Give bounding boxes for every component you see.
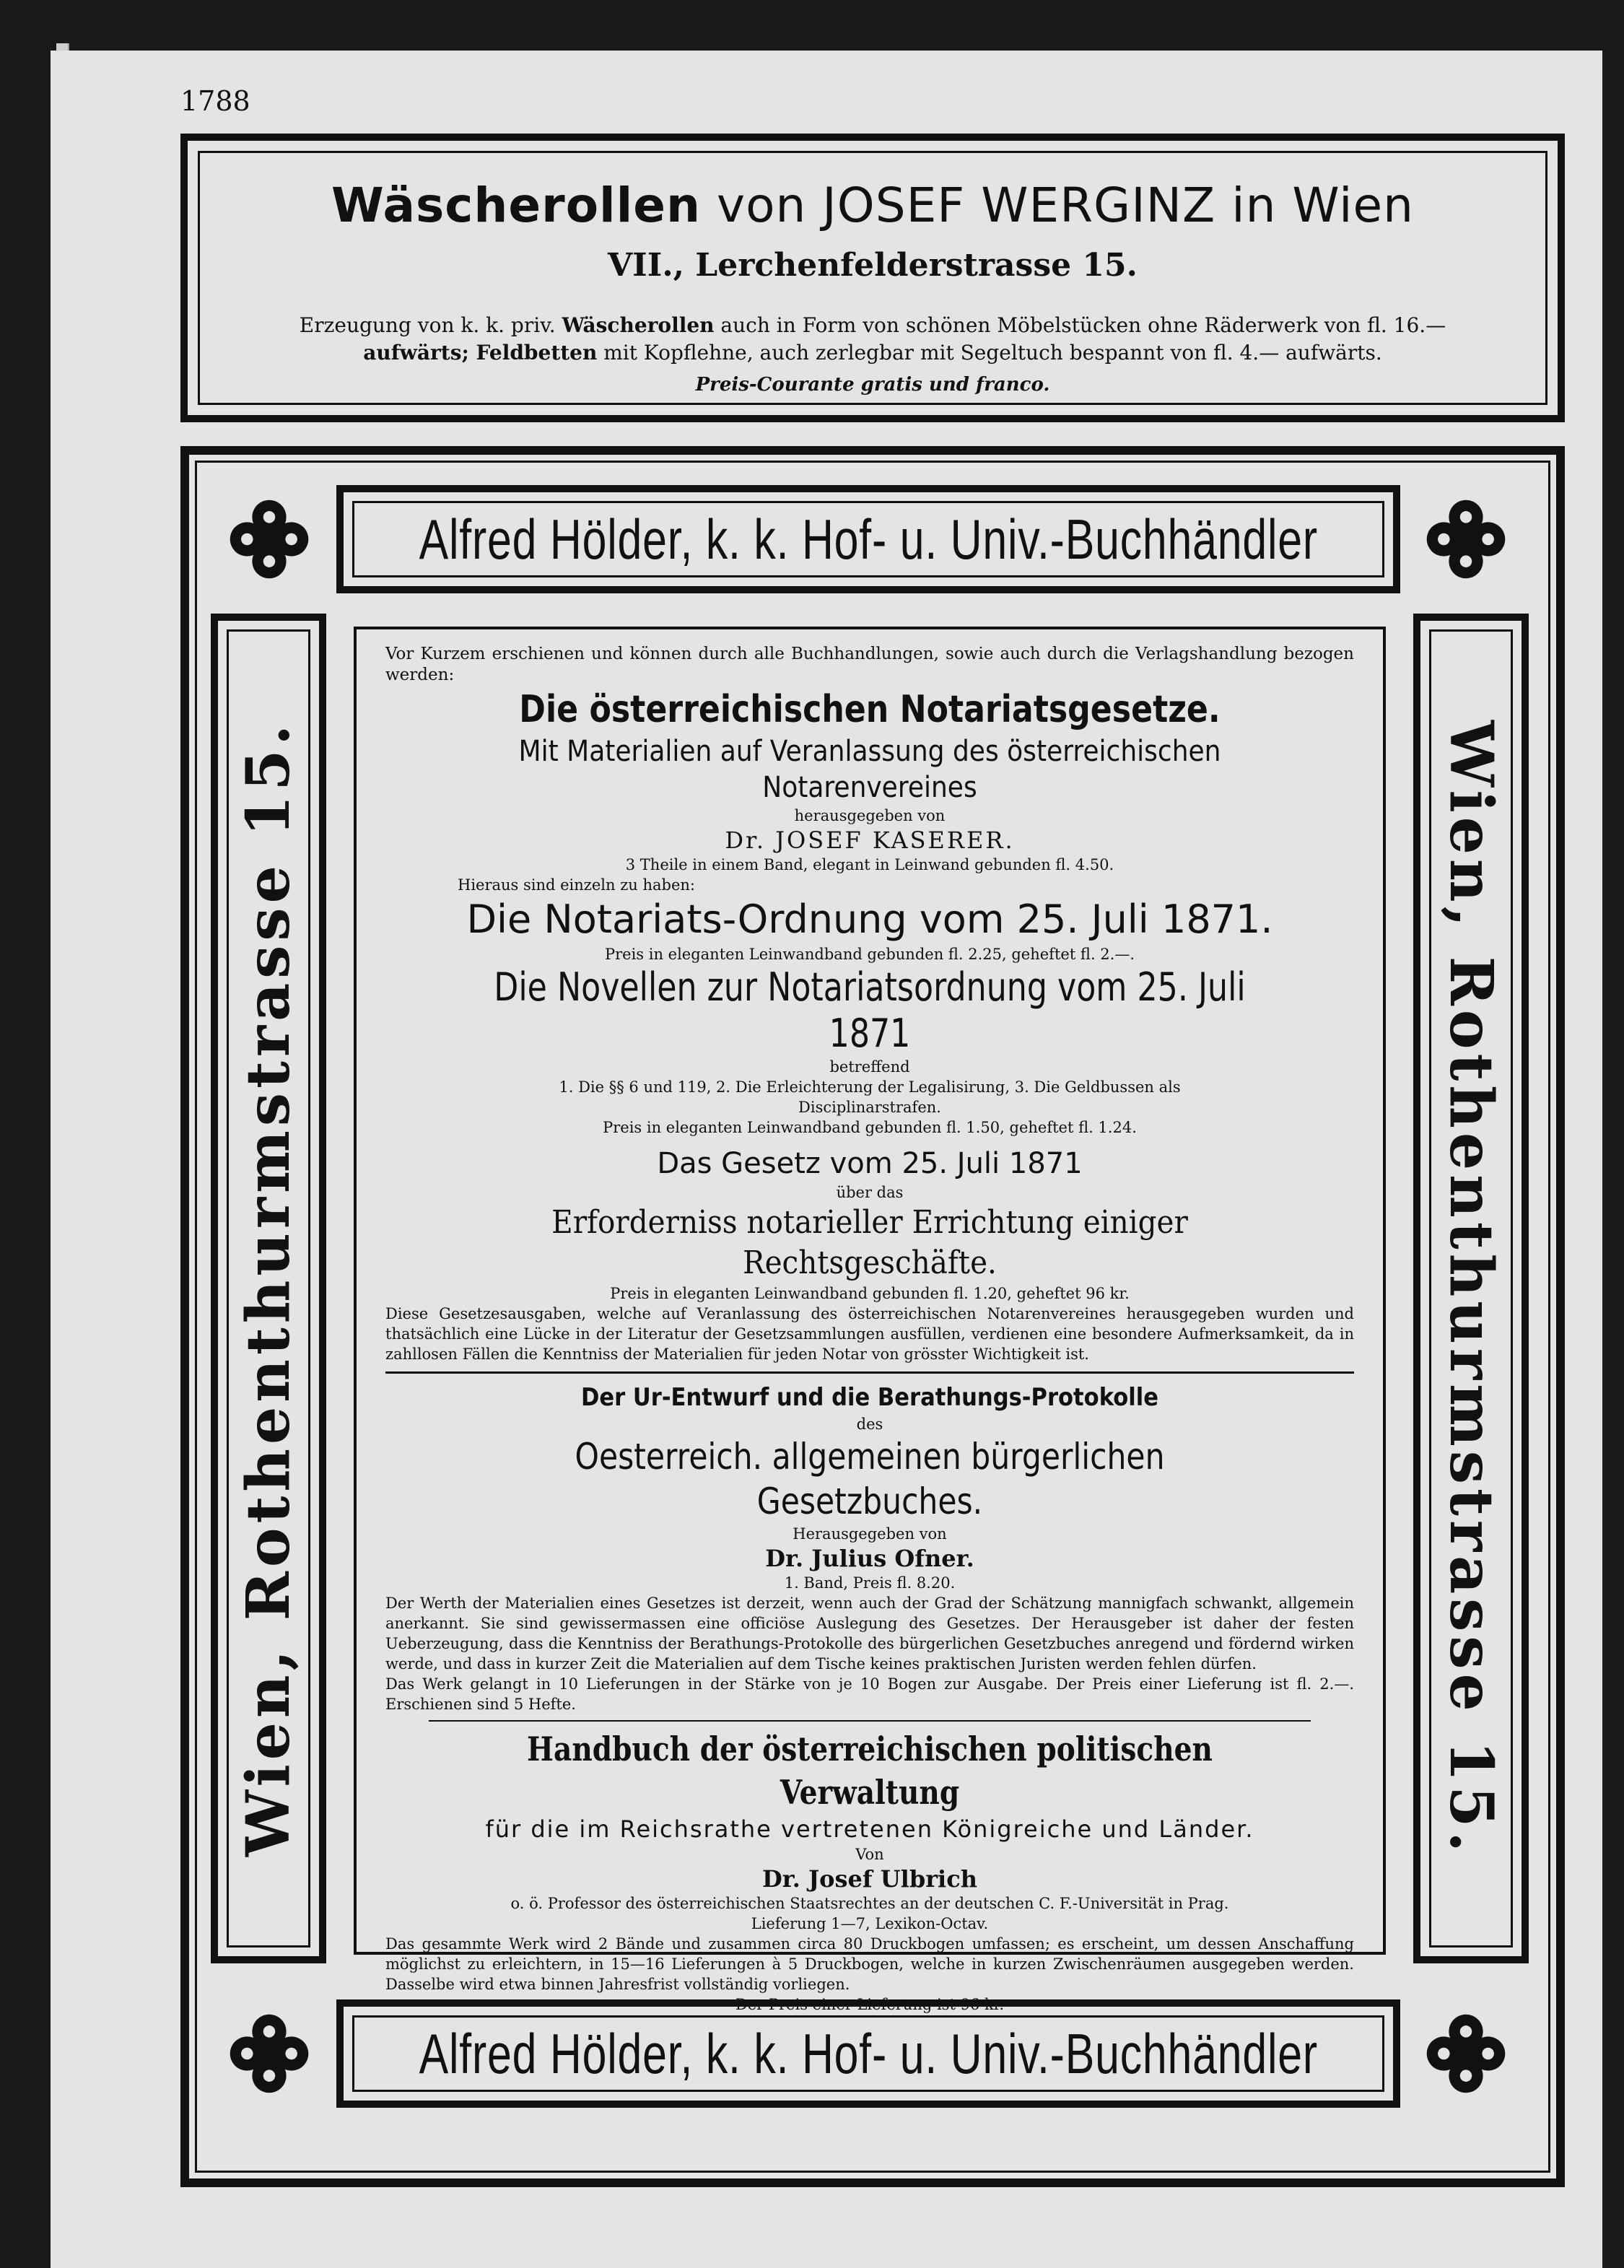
divider <box>385 1371 1354 1374</box>
book3-concerning: betreffend <box>829 1058 910 1076</box>
intro-text: Vor Kurzem erschienen und können durch alle Buchhandlungen, sowie auch durch die Verlagshandlung bezogen werden: <box>385 645 1354 684</box>
book3-price: Preis in eleganten Leinwandband gebunden fl. 1.50, geheftet fl. 1.24. <box>603 1119 1137 1136</box>
hoelder-side-right <box>1413 614 1529 1963</box>
hoelder-banner-bottom <box>336 1999 1400 2108</box>
werginz-body <box>222 312 1524 367</box>
werginz-title <box>200 178 1545 233</box>
book5-note: Der Werth der Materialien eines Gesetzes ist derzeit, wenn auch der Grad der Schätzung mannigfach schwankt, allgemein anerkannt. Sie sind gewissermassen eine officiöse Auslegung des Gesetzes. Der Herausgeber ist daher der festen Ueberzeugung, dass die Kenntniss der Berathungs-Protokolle des bürgerlichen Gesetzbuches anregend und fördernd wirken werde, und dass in kurzer Zeit die Materialien auf dem Tische keines praktischen Juristen werden fehlen dürfen. <box>385 1595 1354 1672</box>
werginz-body-2a: aufwärts; <box>363 341 476 365</box>
quatrefoil-ornament-icon <box>215 485 323 593</box>
hoelder-book-listing <box>354 627 1386 2013</box>
book1-title: Die österreichischen Notariatsgesetze. <box>519 688 1221 731</box>
book5-editor-label: Herausgegeben von <box>793 1525 947 1543</box>
werginz-address: VII., Lerchenfelderstrasse 15. <box>608 247 1138 284</box>
book5-of: des <box>856 1416 883 1433</box>
book2-price: Preis in eleganten Leinwandband gebunden fl. 2.25, geheftet fl. 2.—. <box>604 946 1135 963</box>
book6-price: Der Preis einer Lieferung ist 96 kr. <box>735 1996 1005 2013</box>
hoelder-side-right-text: Wien, Rothenthurmstrasse 15. <box>1436 720 1506 1857</box>
divider <box>429 1720 1311 1722</box>
book6-issues: Lieferung 1—7, Lexikon-Octav. <box>751 1915 989 1932</box>
book3-description-2: Disciplinarstrafen. <box>798 1099 941 1116</box>
book1-editor-label: herausgegeben von <box>794 807 946 824</box>
book6-affiliation: o. ö. Professor des österreichischen Staatsrechtes an der deutschen C. F.-Universität in Prag. <box>510 1895 1229 1912</box>
book5-price: 1. Band, Preis fl. 8.20. <box>784 1574 956 1592</box>
werginz-title-von: von <box>701 178 823 233</box>
werginz-footer: Preis-Courante gratis und franco. <box>695 374 1050 396</box>
book5-author: Dr. Julius Ofner. <box>765 1545 974 1572</box>
separately-label: Hieraus sind einzeln zu haben: <box>458 876 695 894</box>
book6-author: Dr. Josef Ulbrich <box>762 1865 977 1893</box>
page-number: 1788 <box>180 85 250 117</box>
book3-title: Die Novellen zur Notariatsordnung vom 25. Juli 1871 <box>494 964 1246 1056</box>
werginz-body-2c: mit Kopflehne, auch zerlegbar mit Segeltuch bespannt von fl. 4.— aufwärts. <box>597 341 1382 365</box>
hoelder-side-left <box>211 614 326 1963</box>
book4-subtitle: Erforderniss notarieller Errichtung einiger Rechtsgeschäfte. <box>551 1204 1188 1281</box>
quatrefoil-ornament-icon <box>1412 1999 1520 2108</box>
hoelder-banner-top-inner <box>352 501 1384 577</box>
hoelder-banner-bottom-inner <box>352 2015 1384 2092</box>
book4-title: Das Gesetz vom 25. Juli 1871 <box>657 1147 1083 1180</box>
werginz-inner-border <box>198 151 1547 405</box>
werginz-body-1b: Wäscherollen <box>562 313 715 337</box>
quatrefoil-ornament-icon <box>1412 485 1520 593</box>
book6-by: Von <box>855 1846 884 1863</box>
book6-note: Das gesammte Werk wird 2 Bände und zusammen circa 80 Druckbogen umfassen; es erscheint, um dessen Anschaffung möglichst zu erleichtern, in 15—16 Lieferungen à 5 Druckbogen, welche in kurzen Zwischenräumen ausgegeben werden. Dasselbe wird etwa binnen Jahresfrist vollständig vorliegen. <box>385 1935 1354 1993</box>
book1-author: Dr. JOSEF KASERER. <box>725 826 1015 854</box>
werginz-title-name: JOSEF WERGINZ <box>822 178 1216 233</box>
hoelder-banner-top-text: Alfred Hölder, k. k. Hof- u. Univ.-Buchhändler <box>419 507 1318 571</box>
book1-subtitle: Mit Materialien auf Veranlassung des österreichischen Notarenvereines <box>518 735 1221 804</box>
book4-note: Diese Gesetzesausgaben, welche auf Veranlassung des österreichischen Notarenvereines herausgegeben wurden und thatsächlich eine Lücke in der Literatur der Gesetzsammlungen ausfüllen, verdienen eine besondere Aufmerksamkeit, da in zahllosen Fällen die Kenntniss der Materialien für jeden Notar von grösster Wichtigkeit ist. <box>385 1305 1354 1363</box>
book5-note-2: Das Werk gelangt in 10 Lieferungen in der Stärke von je 10 Bogen zur Ausgabe. Der Preis einer Lieferung ist fl. 2.—. Erschienen sind 5 Hefte. <box>385 1675 1354 1713</box>
book6-subtitle: für die im Reichsrathe vertretenen Königreiche und Länder. <box>485 1815 1254 1843</box>
quatrefoil-ornament-icon <box>215 1999 323 2108</box>
werginz-title-city: in Wien <box>1215 178 1414 233</box>
book6-title: Handbuch der österreichischen politischen Verwaltung <box>527 1730 1213 1812</box>
hoelder-side-right-inner <box>1429 629 1513 1948</box>
hoelder-side-left-inner <box>227 629 310 1948</box>
book5-title: Der Ur-Entwurf und die Berathungs-Protokolle <box>581 1383 1158 1412</box>
werginz-body-1a: Erzeugung von k. k. priv. <box>299 313 562 337</box>
book1-price: 3 Theile in einem Band, elegant in Leinwand gebunden fl. 4.50. <box>625 856 1114 873</box>
hoelder-side-left-text: Wien, Rothenthurmstrasse 15. <box>234 720 303 1857</box>
book4-price: Preis in eleganten Leinwandband gebunden fl. 1.20, geheftet 96 kr. <box>610 1285 1130 1302</box>
werginz-body-2b: Feldbetten <box>476 341 598 365</box>
werginz-title-product: Wäscherollen <box>331 178 702 233</box>
book4-about: über das <box>836 1184 904 1201</box>
werginz-advertisement <box>180 134 1565 422</box>
hoelder-banner-bottom-text: Alfred Hölder, k. k. Hof- u. Univ.-Buchhändler <box>419 2021 1318 2085</box>
hoelder-banner-top <box>336 485 1400 593</box>
book3-description-1: 1. Die §§ 6 und 119, 2. Die Erleichterung der Legalisirung, 3. Die Geldbussen als <box>559 1078 1181 1096</box>
book5-subtitle: Oesterreich. allgemeinen bürgerlichen Gesetzbuches. <box>575 1436 1165 1522</box>
book2-title: Die Notariats-Ordnung vom 25. Juli 1871. <box>466 897 1273 942</box>
werginz-body-1c: auch in Form von schönen Möbelstücken ohne Räderwerk von fl. 16.— <box>714 313 1446 337</box>
